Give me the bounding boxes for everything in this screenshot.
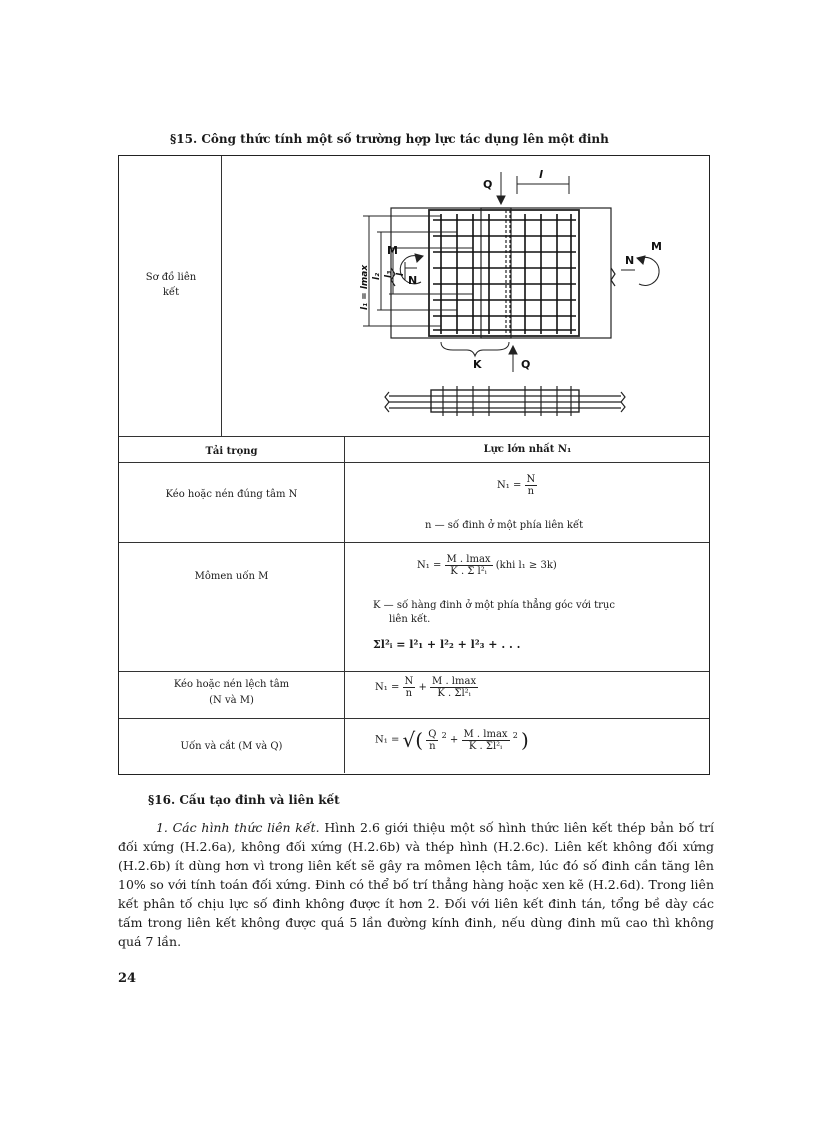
label-l: l [539,168,543,181]
row-1-formula: N₁ = $\frac{N}{n}$ [497,474,536,497]
row-1-note: n — số đinh ở một phía liên kết [425,520,584,531]
row-2-sum: Σl²ᵢ = l²₁ + l²₂ + l²₃ + . . . [373,638,521,651]
label-l3: l₃ [384,270,394,278]
row-2-load: Mômen uốn M [194,571,269,582]
row-divider [119,436,709,437]
header-force: Lực lớn nhất N₁ [483,444,572,455]
row-3-formula: N₁ = $\frac{N}{n}$ + $\frac{M . lmax}{\text{K . Σl²ᵢ}}$ [375,676,477,699]
label-l1: l₁ = lmax [360,264,370,310]
label-n-left: N [408,274,418,287]
left-plate [391,208,511,338]
formula-table [118,155,710,775]
label-m-left: M [387,244,398,257]
label-l4: l [396,272,406,276]
row-4-load: Uốn và cắt (M và Q) [180,741,283,752]
right-plate [481,208,611,338]
row-1-load: Kéo hoặc nén đúng tâm N [165,489,298,500]
joint-diagram [221,158,709,434]
paragraph-lead: 1. Các hình thức liên kết. [155,820,320,835]
row-4-formula: N₁ = √( $\frac{Q}{n}$ $^2$ + $\frac{M . lmax}{\text{K . Σl²ᵢ}}$ $^2$ ) [375,728,529,752]
header-load: Tải trọng [205,446,258,457]
label-q-top: Q [483,178,493,191]
side-view [385,386,625,416]
row-3-load-2: (N và M) [209,695,254,706]
section-16-title: §16. Cấu tạo đinh và liên kết [148,793,340,807]
diagram-label: Sơ đồ liên kết [145,272,197,298]
body-paragraph [118,818,714,951]
page-number: 24 [118,971,137,986]
row-divider [119,671,709,672]
row-divider [119,462,709,463]
label-m-right: M [651,240,662,253]
row-2-note-2: liên kết. [389,614,431,625]
paragraph-text: Hình 2.6 giới thiệu một số hình thức liên kết thép bản bố trí đối xứng (H.2.6a), không đối xứng (H.2.6b) và thép hình (H.2.6c). Liên kết không đối xứng (H.2.6b) ít dùng hơn vì trong liên kết sẽ gây ra mômen lệch tâm, lúc đó số đinh cần tăng lên 10% so với tính toán đối xứng. Đinh có thể bố trí thẳng hàng hoặc xen kẽ (H.2.6d). Trong liên kết phân tố chịu lực số đinh không được ít hơn 2. Đối với liên kết đinh tán, tổng bề dày các tấm trong liên kết không được quá 5 lần đường kính đinh, nếu dùng đinh mũ cao thì không quá 7 lần. [118,820,714,949]
label-q-bottom: Q [521,358,531,371]
section-15-title: §15. Công thức tính một số trường hợp lực tác dụng lên một đinh [170,132,609,146]
row-2-formula: N₁ = $\frac{M . lmax}{\text{K . Σ l²ᵢ}}$ (khi l₁ ≥ 3k) [417,554,557,577]
row-divider [119,542,709,543]
label-l2: l₂ [372,272,382,280]
row-2-note-1: K — số hàng đinh ở một phía thẳng góc với trục [373,600,615,611]
row-divider [119,718,709,719]
label-n-right: N [625,254,635,267]
label-k: K [473,358,482,371]
column-divider [344,436,345,773]
row-3-load-1: Kéo hoặc nén lệch tâm [173,679,290,690]
